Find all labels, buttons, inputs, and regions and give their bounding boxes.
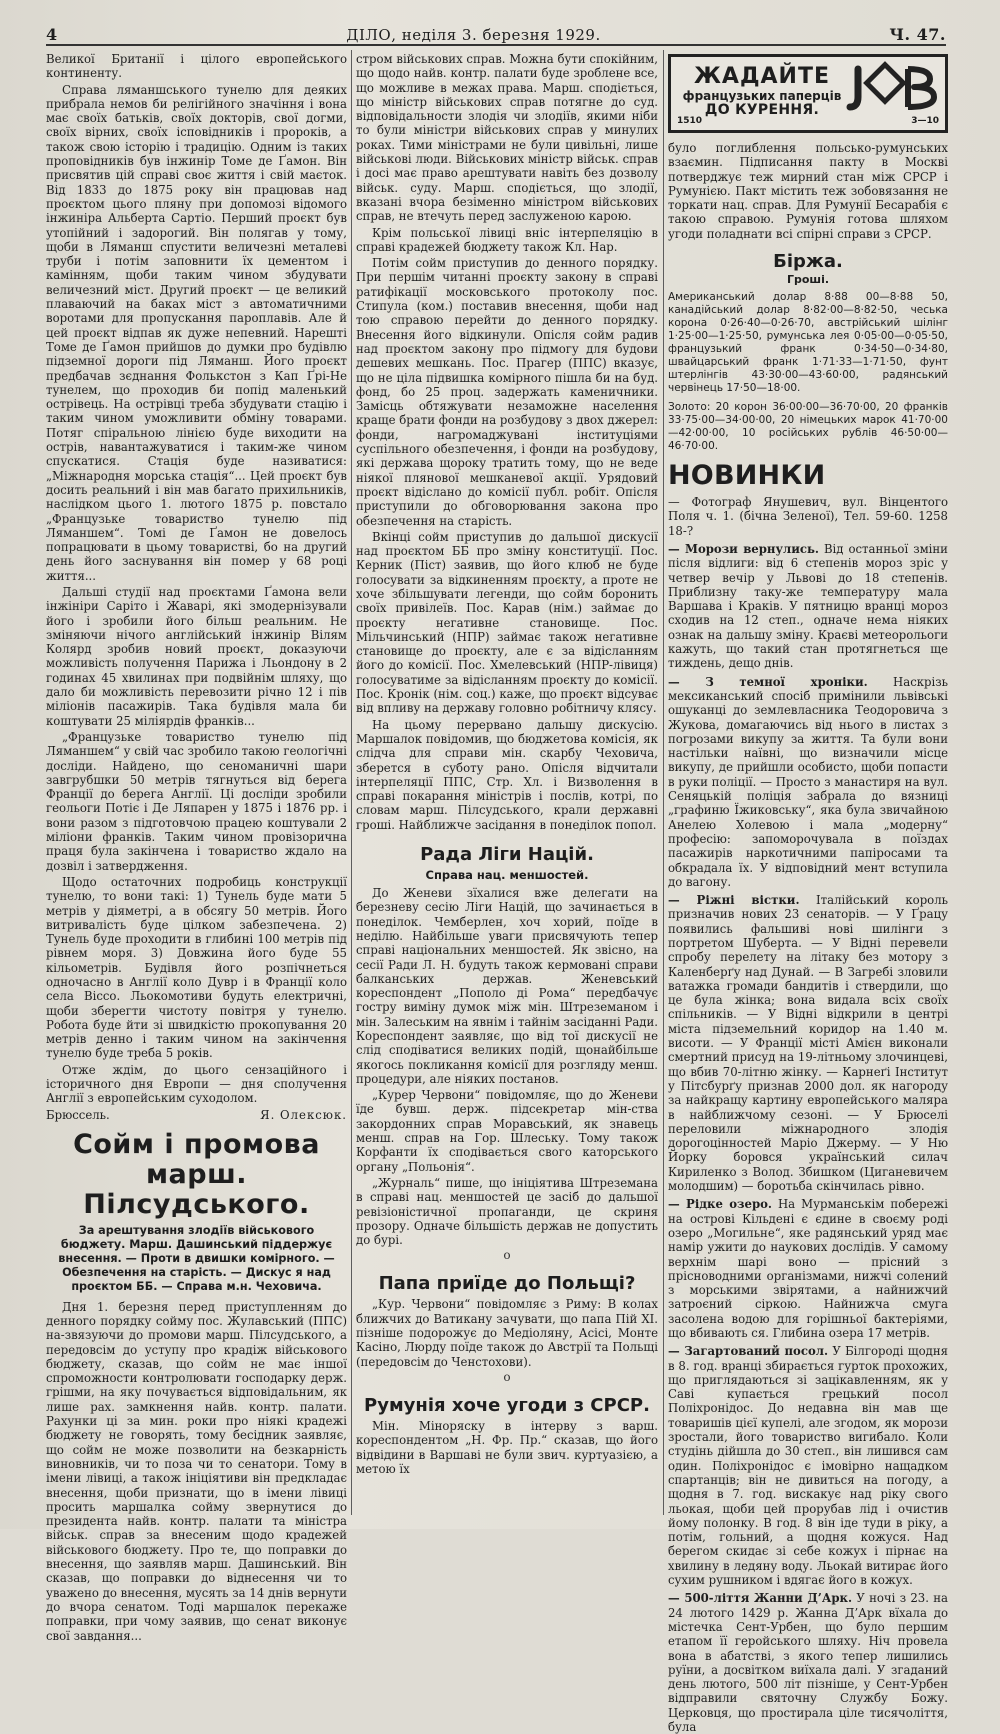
article-paragraph: „Курер Червони“ повідомляє, що до Женеви їде бувш. держ. підсекретар мін-ства закордонних справ Моравський, як знавець менш. справ на Гор. Шлеську. Тому також Корфанти їх сподівається свого каторського органу „Польонія“. [356, 1088, 662, 1174]
news-item: — Фотограф Янушевич, вул. Вінцентого Поля ч. 1. (бічна Зеленої), Тел. 59-60. 1258 18-? [668, 495, 952, 538]
section-divider: o [503, 1369, 511, 1384]
news-item-label: — Загартований посол. [668, 1344, 829, 1359]
article-paragraph: Крім польської лівиці вніс інтерпеляцію в справі крадежей бюджету також Кл. Нар. [356, 225, 662, 254]
news-item-label: — Морози вернулись. [668, 541, 819, 556]
article-paragraph: „Французьке товариство тунелю під Ляманшем“ у свій час зробило такою геологічні досліди. Найдено, що сеноманичні шари завгрубшки 50 метрів тягнуться від берега Франції до берега Англії. Ці досліди зробили геольоги Потіє і Де Ляпарен у 1875 і 1876 рр. і вони разом з підготовчою працею коштували 2 міліони франків. Таким чином провізорична праця була закінчена і товариство ждало на дозвіл і затвердження. [46, 729, 351, 873]
issue-number: Ч. 47. [889, 25, 946, 44]
news-item-text: Від останньої зміни після відлиги: від 6 степенів мороз зріс у четвер вечір у Львові до 18 степенів. Приблизну таку-же температуру мала Варшава і Краків. У пятницю вранці мороз сходив на 12 степ., одначе нема ніяких ознак на дальшу зміну. Краєві метеорольоги кажуть, що такий стан протягнеться ще тиждень, дещо днів. [668, 541, 952, 671]
article-paragraph: Вкінці сойм приступив до дальшої дискусії над проєктом ББ про зміну конституції. Пос. Керник (Піст) заявив, що його клюб не буде голосувати за відкиненням проєкту, а проте не хоче збільшувати легенди, що сойм боронить своїх привілеїв. Пос. Карав (нім.) займає до проєкту негативне становище. Пос. Мільчинський (НПР) займає також негативне становище до проєкту, але є за відісланням його до комісії. Пос. Хмелевський (НПР-лівиця) голосуватиме за відісланням проєкту до комісії. Пос. Кронік (нім. соц.) каже, що проєкт відсуває від впливу на державу головно робітничу клясу. [356, 529, 662, 716]
news-item-label: — 500-ліття Жанни Д’Арк. [668, 1591, 853, 1606]
advertisement-bottom: ДО КУРЕННЯ. [704, 102, 820, 118]
news-item-label: — З темної хроніки. [668, 674, 868, 689]
news-item-label: — Рідке озеро. [668, 1197, 772, 1212]
page-number: 4 [46, 25, 58, 44]
headline-rada: Рада Ліги Націй. [420, 844, 594, 866]
article-paragraph: Справа ляманшського тунелю для деяких прибрала немов би релігійного значіння і вона має своїх батьків, своїх докторів, свої догми, своїх вірних, своїх ісповідників і пророків, а також свою історію і традицію. Одним із таких проповідників був інжинір Томе де Ґамон. Він присвятив цій справі своє життя і свій маєток. Від 1833 до 1875 року він працював над проєктом цього пляну при допомозі відомого інжиніра Альберта Сартіо. Перший проєкт був утопійний і задорогий. Він полягав у тому, щоби в Ляманш спустити величезні металеві труби і потім заповнити їх цементом і камінням, щоби таким чином збудувати величезний міст. Другий проєкт — це великий плаваючий на баках міст з автоматичними воротами для пропускання пароплавів. Але й цей проєкт відпав як дуже непевний. Нарешті Томе де Ґамон прийшов до думки про будівлю підземної дороги під Ляманш. Його проєкт предбачав зєднання Фолькстон з Кап Ґрі-Не тунелем, що проходив би попід маленький острівець. На острівці треба збудувати стацію і таким чином уможливити обміну товарами. Потяг спіральною лінією буде виходити на острів, навантажуватися і таким-же чином спускатися. Стація буде називатися: „Міжнародня морська стація“... Цей проєкт був досить реальний і він мав багато прихильників, наслідком цього 1. лютого 1875 р. повстало „Французьке товариство тунелю під Ляманшем“. Томі де Ґамон не довелось попрацювати в цьому товаристві, бо на другий день його заснування він помер у 68 році життя... [46, 82, 351, 583]
advertisement-text-block [677, 65, 847, 118]
author-name: Я. Олексюк. [260, 1107, 347, 1122]
headline-papa: Папа приїде до Польщі? [378, 1273, 636, 1295]
article-paragraph: було поглиблення польсько-румунських взаємин. Підписання пакту в Москві потверджує теж мирний стан між СРСР і Румунією. Пакт містить теж зобовязання не торкати нац. справ. Для Румунії Бесарабія є такою справою. Румунія готова шляхом угоди поладнати всі спірні справи з СРСР. [668, 141, 952, 241]
ad-reference-right: 3—10 [911, 116, 939, 126]
section-title-news: НОВИНКИ [668, 460, 826, 492]
page-header [46, 20, 946, 46]
news-item [668, 541, 952, 671]
section-subtitle-money: Гроші. [786, 273, 830, 287]
masthead-date: ДІЛО, неділя 3. березня 1929. [346, 26, 601, 44]
continuation-paragraph: стром військових справ. Можна бути спокійним, що щодо найв. контр. палати буде зроблене все, що можливе в межах права. Марш. сподіється, що міністр військових справ потягне до суд. відповідальности злодія чи злодіїв, якими ніби то були міністри військових справ у минулих роках. Тими міністрами не були цивільні, лише військові люди. Військових міністр військ. справ і досі має право арештувати навіть без дозволу військ. суду. Марш. сподіється, що злодії, вказані вчора безіменно міністром військових справ, не втечуть перед заслуженою карою. [356, 52, 662, 224]
news-item [668, 674, 952, 889]
ad-reference-left: 1510 [677, 116, 703, 126]
article-paragraph: Отже ждім, до цього сензаційного і історичного дня Европи — дня сполучення Англії з европейським суходолом. [46, 1062, 351, 1106]
subheadline-soim: За арештування злодіїв військового бюджету. Марш. Дашинський піддержує внесення. — Проти в двишки комірного. — Обезпечення на старість. — Дискус я над проєктом ББ. — Справа м.н. Чеховича. [58, 1223, 339, 1293]
column-divider-right [663, 50, 664, 1515]
article-paragraph: Щодо остаточних подробиць конструкції тунелю, то вони такі: 1) Тунель буде мати 5 метрів у діяметрі, а в обсягу 50 метрів. Його витривалість буде цілком забезпечена. 2) Тунель буде проходити в глибині 100 метрів під рівнем моря. 3) Довжина його буде 55 кільометрів. Будівля його розпічнеться одночасно в Англії коло Дувр і в Франції коло села Віссо. Льокомотиви будуть електричні, щоби зберегти чистоту повітря у тунелю. Робота буде йти зі швидкістю прокопування 20 метрів денно і таким чином на закінчення тунелю буде треба 5 років. [46, 874, 351, 1061]
article-paragraph: „Журналь“ пише, що ініціятива Штреземана в справі нац. меншостей це засіб до дальшої ревізіоністичної пропаганди, це скриня прозору. Одначе більшість держав не допустить до бурі. [356, 1175, 662, 1248]
advertisement-title: ЖАДАЙТЕ [693, 64, 831, 89]
left-column [46, 52, 351, 1643]
article-paragraph: „Кур. Червони“ повідомляє з Риму: В колах ближчих до Ватикану зачувати, що папа Пій XI. пізніше подорожує до Медіоляну, Асісі, Монте Касіно, Люрду поїде також до Австрії та Польщі (передовсім до Ченстохови). [356, 1297, 662, 1369]
article-body: Дня 1. березня перед приступленням до денного порядку сойму пос. Жулавський (ППС) на-звязуючи до промови марш. Пілсудського, а передовсім до уступу про крадіж військового бюджету, сказав, що сойм не має іншої спроможности контролювати господарку держ. грішми, на яку почувається відповідальним, як лише рах. замкнення найв. контр. палати. Рахунки ці за мин. роки про ніякі крадежі бюджету не говорять, тому бесідник заявляє, що сойм не може позволити на безкарність виновників, чи то поза чи то сенатори. Тому в імени лівиці, а також ініціятиви він предкладає внесення, щоби признати, що в імени лівиці просить маршалка сойму звернутися до президента найв. контр. палати та міністра військ. справ за внесеним щодо крадежей військового бюджету. Про те, що поправки до внесення, що заявляв марш. Дашинський. Він сказав, що поправки до віднесення чи то уважено до внесення, мусять за 14 днів вернути до вчора сенатом. Тоді маршалок перекаже поправки, при чому заявив, що сенат виконує свої завдання... [46, 1299, 351, 1643]
news-item [668, 1344, 952, 1588]
news-item-text: На Мурманськім побережі на острові Кільдені є єдине в своєму роді озеро „Могильне“, яке радянський уряд має намір ужити до наукових дослідів. У самому верхнім шарі воно — прісний з прісноводними організмами, нижчі солений з морськими звірятами, а найнижчий затроєний сіркою. Найнижча смуга засолена водою для горішньої бактеріями, що вбивають ся. Глибина озера 17 метрів. [668, 1197, 952, 1340]
headline-romania: Румунія хоче угоди з СРСР. [364, 1394, 650, 1416]
news-item [668, 1591, 952, 1734]
headline-soim: Сойм і промова марш. Пілсудського. [73, 1128, 320, 1220]
article-signature [46, 1108, 347, 1122]
dateline: Брюссель. [46, 1107, 110, 1122]
currency-list: Американський долар 8·88 00—8·88 50, канадійський долар 8·82·00—8·82·50, чеська корона 0·26·40—0·26·70, австрійський шілінг 1·25·00—1·25·50, румунська лея 0·05·00—0·05·50, французький франк 0·34·50—0·34·80, швайцарський франк 1·71·33—1·71·50, фунт штерлінгів 43·30·00—43·60·00, радянський червінець 17·50—18·00. [668, 291, 952, 395]
article-paragraph: До Женеви зїхалися вже делегати на березневу сесію Ліги Націй, що зачинається в понеділок. Чемберлен, хоч хорий, поїде в неділю. Найбільше уваги присвячують тепер справі національних меншостей. Як звісно, на сесії Ради Л. Н. будуть також кермовані справи балканських держав. Женевський кореспондент „Пополо ді Рома“ передбачує гостру виміну думок між мін. Штреземаном і мін. Залеським на явнім і тайнім засіданні Ради. Кореспондент заявляє, що від тої дискусії не слід сподіватися великих подій, щонайбільше якогось покликання комісії для розгляду менш. процедури, але ніяких постанов. [356, 886, 662, 1086]
news-item-text: У ночі з 23. на 24 лютого 1429 р. Жанна Д’Арк вїхала до містечка Сент-Урбен, що було першим етапом її геройського шляху. Ніч провела вона в абатстві, з якого тепер лишились руїни, а досвітком виїхала далі. У згаданий день лютого, 500 літ пізніше, у Сент-Урбен відправили святочну Службу Божу. Церковця, що простирала ціле тисячоліття, була [668, 1591, 952, 1734]
news-item-text: У Білгороді щодня в 8. год. вранці збирається гурток прохожих, що приглядаються зі зацікавленням, як у Саві купається грецький посол Поліхронідос. До недавна він мав ще товаришів цієї купелі, але згодом, як морози зростали, його товариство вигибало. Коли студінь дійшла до 30 степ., він лишився сам один. Поліхронідос є імовірно нащадком спартанців; він не дивиться на погоду, а щодня в 7. год. вискакує над ріку свого льокая, щоби цей прорубав лід і очистив йому полонку. В год. 8 він іде туди в ріку, а потім, гольний, а щодня кожуся. Над берегом скидає зі себе кожух і пірнає на хвилину в ледяну воду. Льокай витирає його сухим рушником і вдягає його в кожух. [668, 1344, 952, 1588]
section-title-birzha: Біржа. [773, 251, 843, 273]
middle-column [356, 52, 662, 1513]
article-paragraph: Дальші студії над проєктами Ґамона вели інжініри Саріто і Жаварі, які змодернізували його і зробили його більш реальним. Не зміняючи нічого англійський інжинір Вілям Колярд зробив новий проєкт, доказуючи можливість получення Парижа і Льондону в 2 годинах 45 хвилинах при подвійнім шляху, що дало би можливість перевозити річно 12 і пів міліонів пасажирів. Така будівля мала би коштувати 25 міліярдів франків... [46, 584, 351, 728]
kicker-rada: Справа нац. меншостей. [425, 868, 589, 883]
gold-list: Золото: 20 корон 36·00·00—36·70·00, 20 франків 33·75·00—34·00·00, 20 німецьких марок 41·70·00—42·00·00, 10 російських рублів 46·50·00—46·70·00. [668, 401, 952, 453]
column-divider-left [351, 50, 352, 1515]
intro-paragraph: Великої Британії і цілого европейського континенту. [46, 52, 351, 81]
news-item [668, 893, 952, 1194]
section-divider: o [503, 1248, 511, 1263]
article-paragraph: Потім сойм приступив до денного порядку. При першім читанні проєкту закону в справі ратифікації московського протоколу пос. Стипула (ком.) поставив внесення, щоби над тою справою перейти до денного порядку. Внесення його відкинули. Опісля сойм радив над проєктом закону про підмогу для будови дешевих мешкань. Пос. Прагер (ППС) вказує, що не ціла підвишка комірного пішла би на буд. фонд, бо 25 проц. задержать каменичники. Замісць обтяжувати незаможне населення краще брати фонди на розбудову з двох джерел: фонди, нагромаджувані інституціями суспільного обезпечення, і фонди на розбудову, які держава щороку тратить тому, що не веде ніякої плянової мешканевої акції. Урядовий проєкт відіслано до комісії публ. робіт. Опісля приступили до обговорювання закона про обезпечення на старість. [356, 256, 662, 528]
job-logo-graphic [844, 61, 938, 117]
right-column [668, 52, 952, 1734]
news-item-label: — Ріжні вістки. [668, 893, 800, 908]
news-item [668, 1197, 952, 1340]
article-paragraph: На цьому перервано дальшу дискусію. Маршалок повідомив, що бюджетова комісія, як слідча для справи мін. скарбу Чеховича, зберется в суботу рано. Опісля відчитали інтерпеляції ППС, Стр. Хл. і Визволення в справі покарання міністрів і послів, котрі, по словам марш. Пілсудського, крали державні гроші. Найближче засідання в понеділок попол. [356, 717, 662, 832]
news-item-text: Італійський король призначив нових 23 сенаторів. — У Ґрацу появились фальшиві нові шилінги з портретом Шуберта. — У Відні перевели спробу перелету на літаку без мотору з Каленберґу над Дунай. — В Загребі зловили ватажка громади бандитів і ствердили, що це була жінка; вона видала всіх своїх спільників. — У Відні відкрили в центрі міста підземельний коридор на 1.40 м. висоти. — У Франції місті Амієн виконали смертний присуд на 19-літньому злочинцеві, що вбив 70-літню жінку. — Карнеґі Інститут у Пітсбурґу признав 2000 дол. як нагороду за найкращу картину европейського маляра в найближчому сезоні. — У Брюселі переловили міжнародного злодія дорогоцінностей Маріо Джерму. — У Ню Йорку боровся український силач Кириленко з Волод. Збишком (Циганевичем молодшим) — боротьба скінчилась рівно. [668, 893, 952, 1194]
news-item-text: Наскрізь мексиканський спосіб примінили львівські ошуканці до землевласника Теодоровича з Жукова, домагаючись від нього в листах з погрозами викупу за життя. Та були вони настільки наївні, що визначили місце викупу, де прийшли особисто, щоби попасти в руки поліції. — Просто з манастиря на вул. Сеняцькій поліція забрала до вязниці „графиню Їжиковську“, яка була звичайною Анелею Холевою і мала „модерну“ професію: запоморочувала в поїздах пасажирів наркотичними папіросами та обкрадала їх. У відповідний мент вступила до вагону. [668, 674, 952, 889]
advertisement-subtitle: французьких паперців [682, 89, 842, 103]
job-logo [843, 61, 939, 117]
job-advertisement [668, 54, 948, 133]
article-paragraph: Мін. Міноряску в інтерву з варш. кореспондентом „Н. Фр. Пр.“ сказав, що його відвідини в Варшаві не були звич. куртуазією, а метою їх [356, 1418, 662, 1476]
